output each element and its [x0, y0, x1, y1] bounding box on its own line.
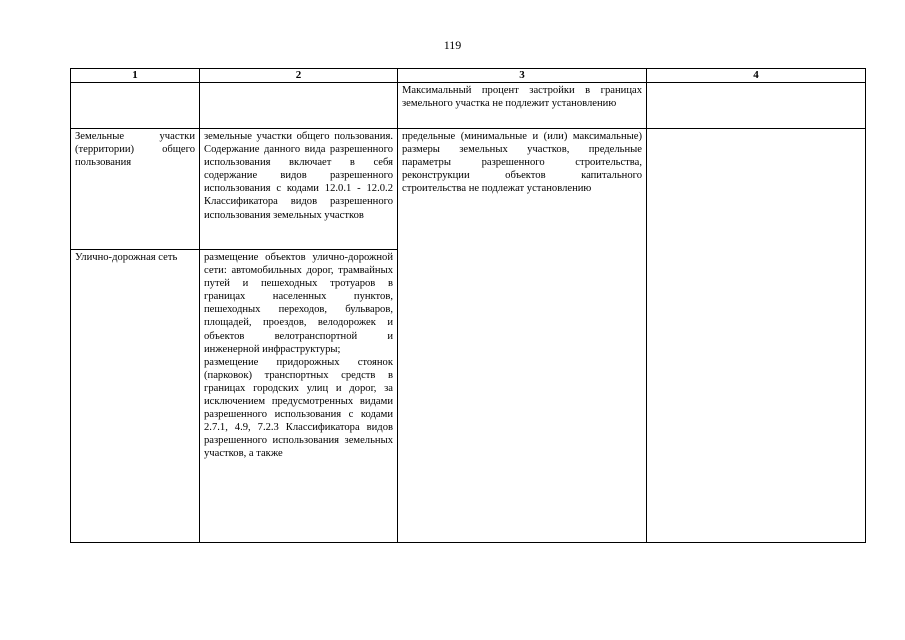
row1-col4 — [647, 83, 866, 129]
row1-col2 — [200, 83, 398, 129]
row2-parameters: предельные (минимальные и (или) максимальные) размеры земельных участков, предельные параметры разрешенного строительства, реконструкции объектов капитального строительства не подлежат установлению — [398, 129, 647, 543]
row1-col3: Максимальный процент застройки в границах земельного участка не подлежит установлению — [398, 83, 647, 129]
header-col-3: 3 — [398, 69, 647, 83]
table-header-row — [71, 69, 866, 83]
header-col-2: 2 — [200, 69, 398, 83]
row2-description: земельные участки общего пользования. Содержание данного вида разрешенного использования включает в себя содержание видов разрешенного использования с кодами 12.0.1 - 12.0.2 Классификатора видов разрешенного использования земельных участков — [200, 129, 398, 250]
table-row — [71, 129, 866, 250]
header-col-4: 4 — [647, 69, 866, 83]
row3-description-part2: размещение придорожных стоянок (парковок) транспортных средств в границах городских улиц и дорог, за исключением предусмотренных видами разрешенного использования с кодами 2.7.1, 4.9, 7.2.3 Классификатора видов разрешенного использования земельных участков, а также — [204, 356, 393, 460]
zoning-table — [70, 68, 866, 543]
row3-description-part1: размещение объектов улично-дорожной сети: автомобильных дорог, трамвайных путей и пешеходных тротуаров в границах населенных пунктов, пешеходных переходов, бульваров, площадей, проездов, велодорожек и объектов велотранспортной и инженерной инфраструктуры; — [204, 252, 393, 355]
row2-land-type: Земельные участки (территории) общего пользования — [71, 129, 200, 250]
row3-description — [200, 250, 398, 543]
row3-land-type: Улично-дорожная сеть — [71, 250, 200, 543]
header-col-1: 1 — [71, 69, 200, 83]
row1-col1 — [71, 83, 200, 129]
page-number: 119 — [443, 38, 462, 52]
row2-col4 — [647, 129, 866, 543]
table-row — [71, 83, 866, 129]
